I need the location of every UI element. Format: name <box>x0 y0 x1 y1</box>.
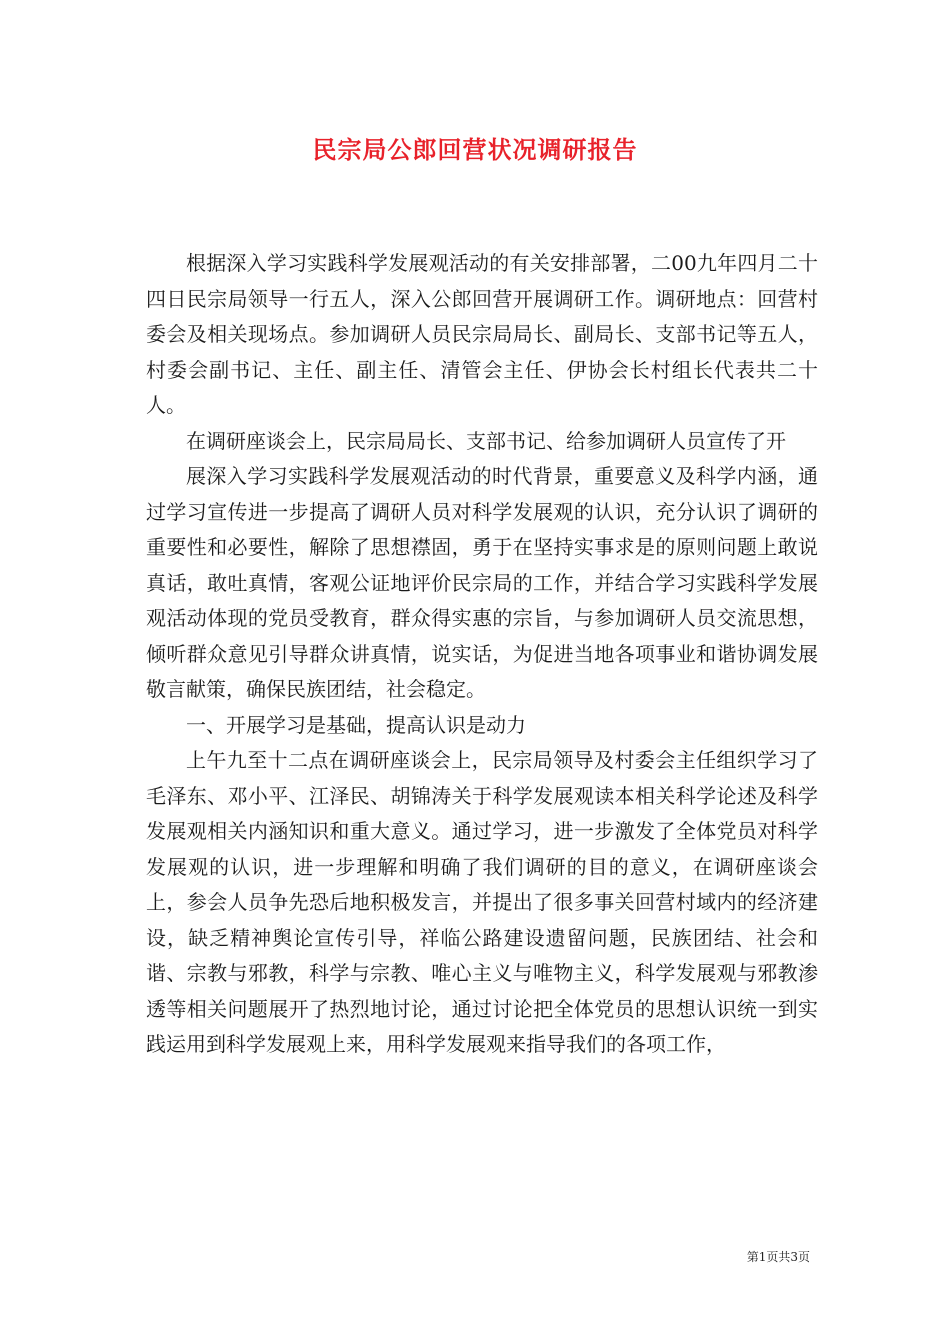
paragraph-1: 根据深入学习实践科学发展观活动的有关安排部署，二00九年四月二十四日民宗局领导一行五人，深入公郎回营开展调研工作。调研地点：回营村委会及相关现场点。参加调研人员民宗局局长、副局长、支部书记等五人，村委会副书记、主任、副主任、清管会主任、伊协会长村组长代表共二十人。 <box>146 251 818 417</box>
page-number-footer: 第1页共3页 <box>746 1250 810 1264</box>
document-body <box>146 246 818 1063</box>
section-heading-1: 一、开展学习是基础，提高认识是动力 <box>186 712 526 737</box>
paragraph-2: 在调研座谈会上，民宗局局长、支部书记、给参加调研人员宣传了开 <box>186 428 786 453</box>
paragraph-4: 上午九至十二点在调研座谈会上，民宗局领导及村委会主任组织学习了毛泽东、邓小平、江泽民、胡锦涛关于科学发展观读本相关科学论述及科学发展观相关内涵知识和重大意义。通过学习，进一步激发了全体党员对科学发展观的认识，进一步理解和明确了我们调研的目的意义，在调研座谈会上，参会人员争先恐后地积极发言，并提出了很多事关回营村域内的经济建设，缺乏精神舆论宣传引导，祥临公路建设遗留问题，民族团结、社会和谐、宗教与邪教，科学与宗教、唯心主义与唯物主义，科学发展观与邪教渗透等相关问题展开了热烈地讨论，通过讨论把全体党员的思想认识统一到实践运用到科学发展观上来，用科学发展观来指导我们的各项工作， <box>146 748 818 1056</box>
document-title: 民宗局公郎回营状况调研报告 <box>312 135 638 164</box>
paragraph-3: 展深入学习实践科学发展观活动的时代背景，重要意义及科学内涵，通过学习宣传进一步提高了调研人员对科学发展观的认识，充分认识了调研的重要性和必要性，解除了思想襟固，勇于在坚持实事求是的原则问题上敢说真话，敢吐真情，客观公证地评价民宗局的工作，并结合学习实践科学发展观活动体现的党员受教育，群众得实惠的宗旨，与参加调研人员交流思想，倾听群众意见引导群众讲真情，说实话，为促进当地各项事业和谐协调发展敬言献策，确保民族团结，社会稳定。 <box>146 464 818 701</box>
